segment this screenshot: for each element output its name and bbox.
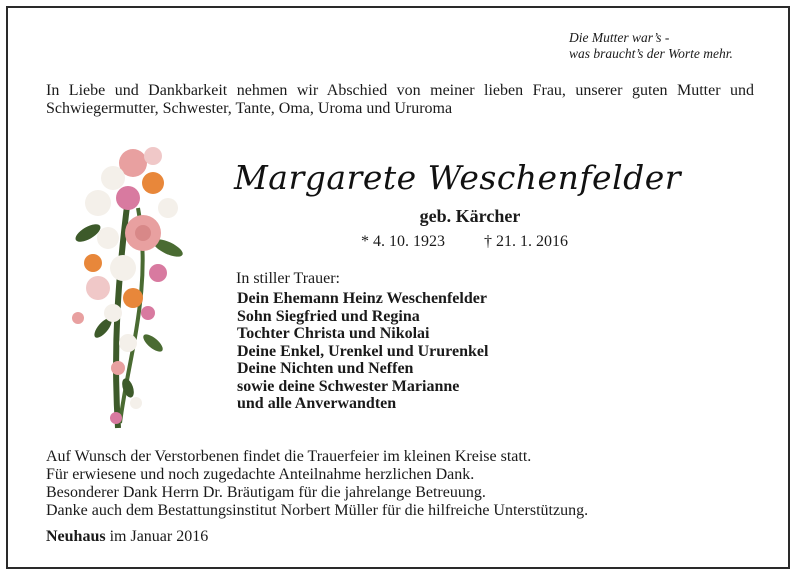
mourning-label: In stiller Trauer: <box>236 270 340 287</box>
mourners-list <box>237 290 488 413</box>
closing-line: Danke auch dem Bestattungsinstitut Norbert Müller für die hilfreiche Unterstützung. <box>46 502 589 519</box>
maiden-name: geb. Kärcher <box>419 206 521 226</box>
closing-line: Auf Wunsch der Verstorbenen findet die Trauerfeier im kleinen Kreise statt. <box>46 448 532 465</box>
closing-line: Für erwiesene und noch zugedachte Anteilnahme herzlichen Dank. <box>46 466 475 483</box>
signoff <box>46 528 208 546</box>
motto-line-2: was braucht’s der Worte mehr. <box>569 46 733 61</box>
death-date: † 21. 1. 2016 <box>484 233 568 250</box>
deceased-name: Margarete Weschenfelder <box>234 158 682 197</box>
mourner-item: Tochter Christa und Nikolai <box>237 325 430 342</box>
mourner-item: Deine Enkel, Urenkel und Ururenkel <box>237 342 489 360</box>
signoff-place: Neuhaus <box>46 528 106 545</box>
mourner-item: sowie deine Schwester Marianne <box>237 377 460 395</box>
mourner-item: Sohn Siegfried und Regina <box>237 307 420 325</box>
motto-quote <box>569 30 769 62</box>
mourner-item: und alle Anverwandten <box>237 395 397 412</box>
intro-text: In Liebe und Dankbarkeit nehmen wir Abschied von meiner lieben Frau, unserer guten Mutter und Schwiegermutter, Schwester, Tante, Oma, Uroma und Ururoma <box>46 82 754 117</box>
flower-bouquet-image <box>58 138 208 438</box>
closing-text <box>46 448 746 520</box>
closing-line: Besonderer Dank Herrn Dr. Bräutigam für die jahrelange Betreuung. <box>46 484 486 501</box>
mourner-item: Deine Nichten und Neffen <box>237 360 414 377</box>
mourner-item: Dein Ehemann Heinz Weschenfelder <box>237 290 487 307</box>
birth-date: * 4. 10. 1923 <box>361 233 445 250</box>
signoff-date: im Januar 2016 <box>105 528 209 545</box>
motto-line-1: Die Mutter war’s - <box>569 30 670 45</box>
